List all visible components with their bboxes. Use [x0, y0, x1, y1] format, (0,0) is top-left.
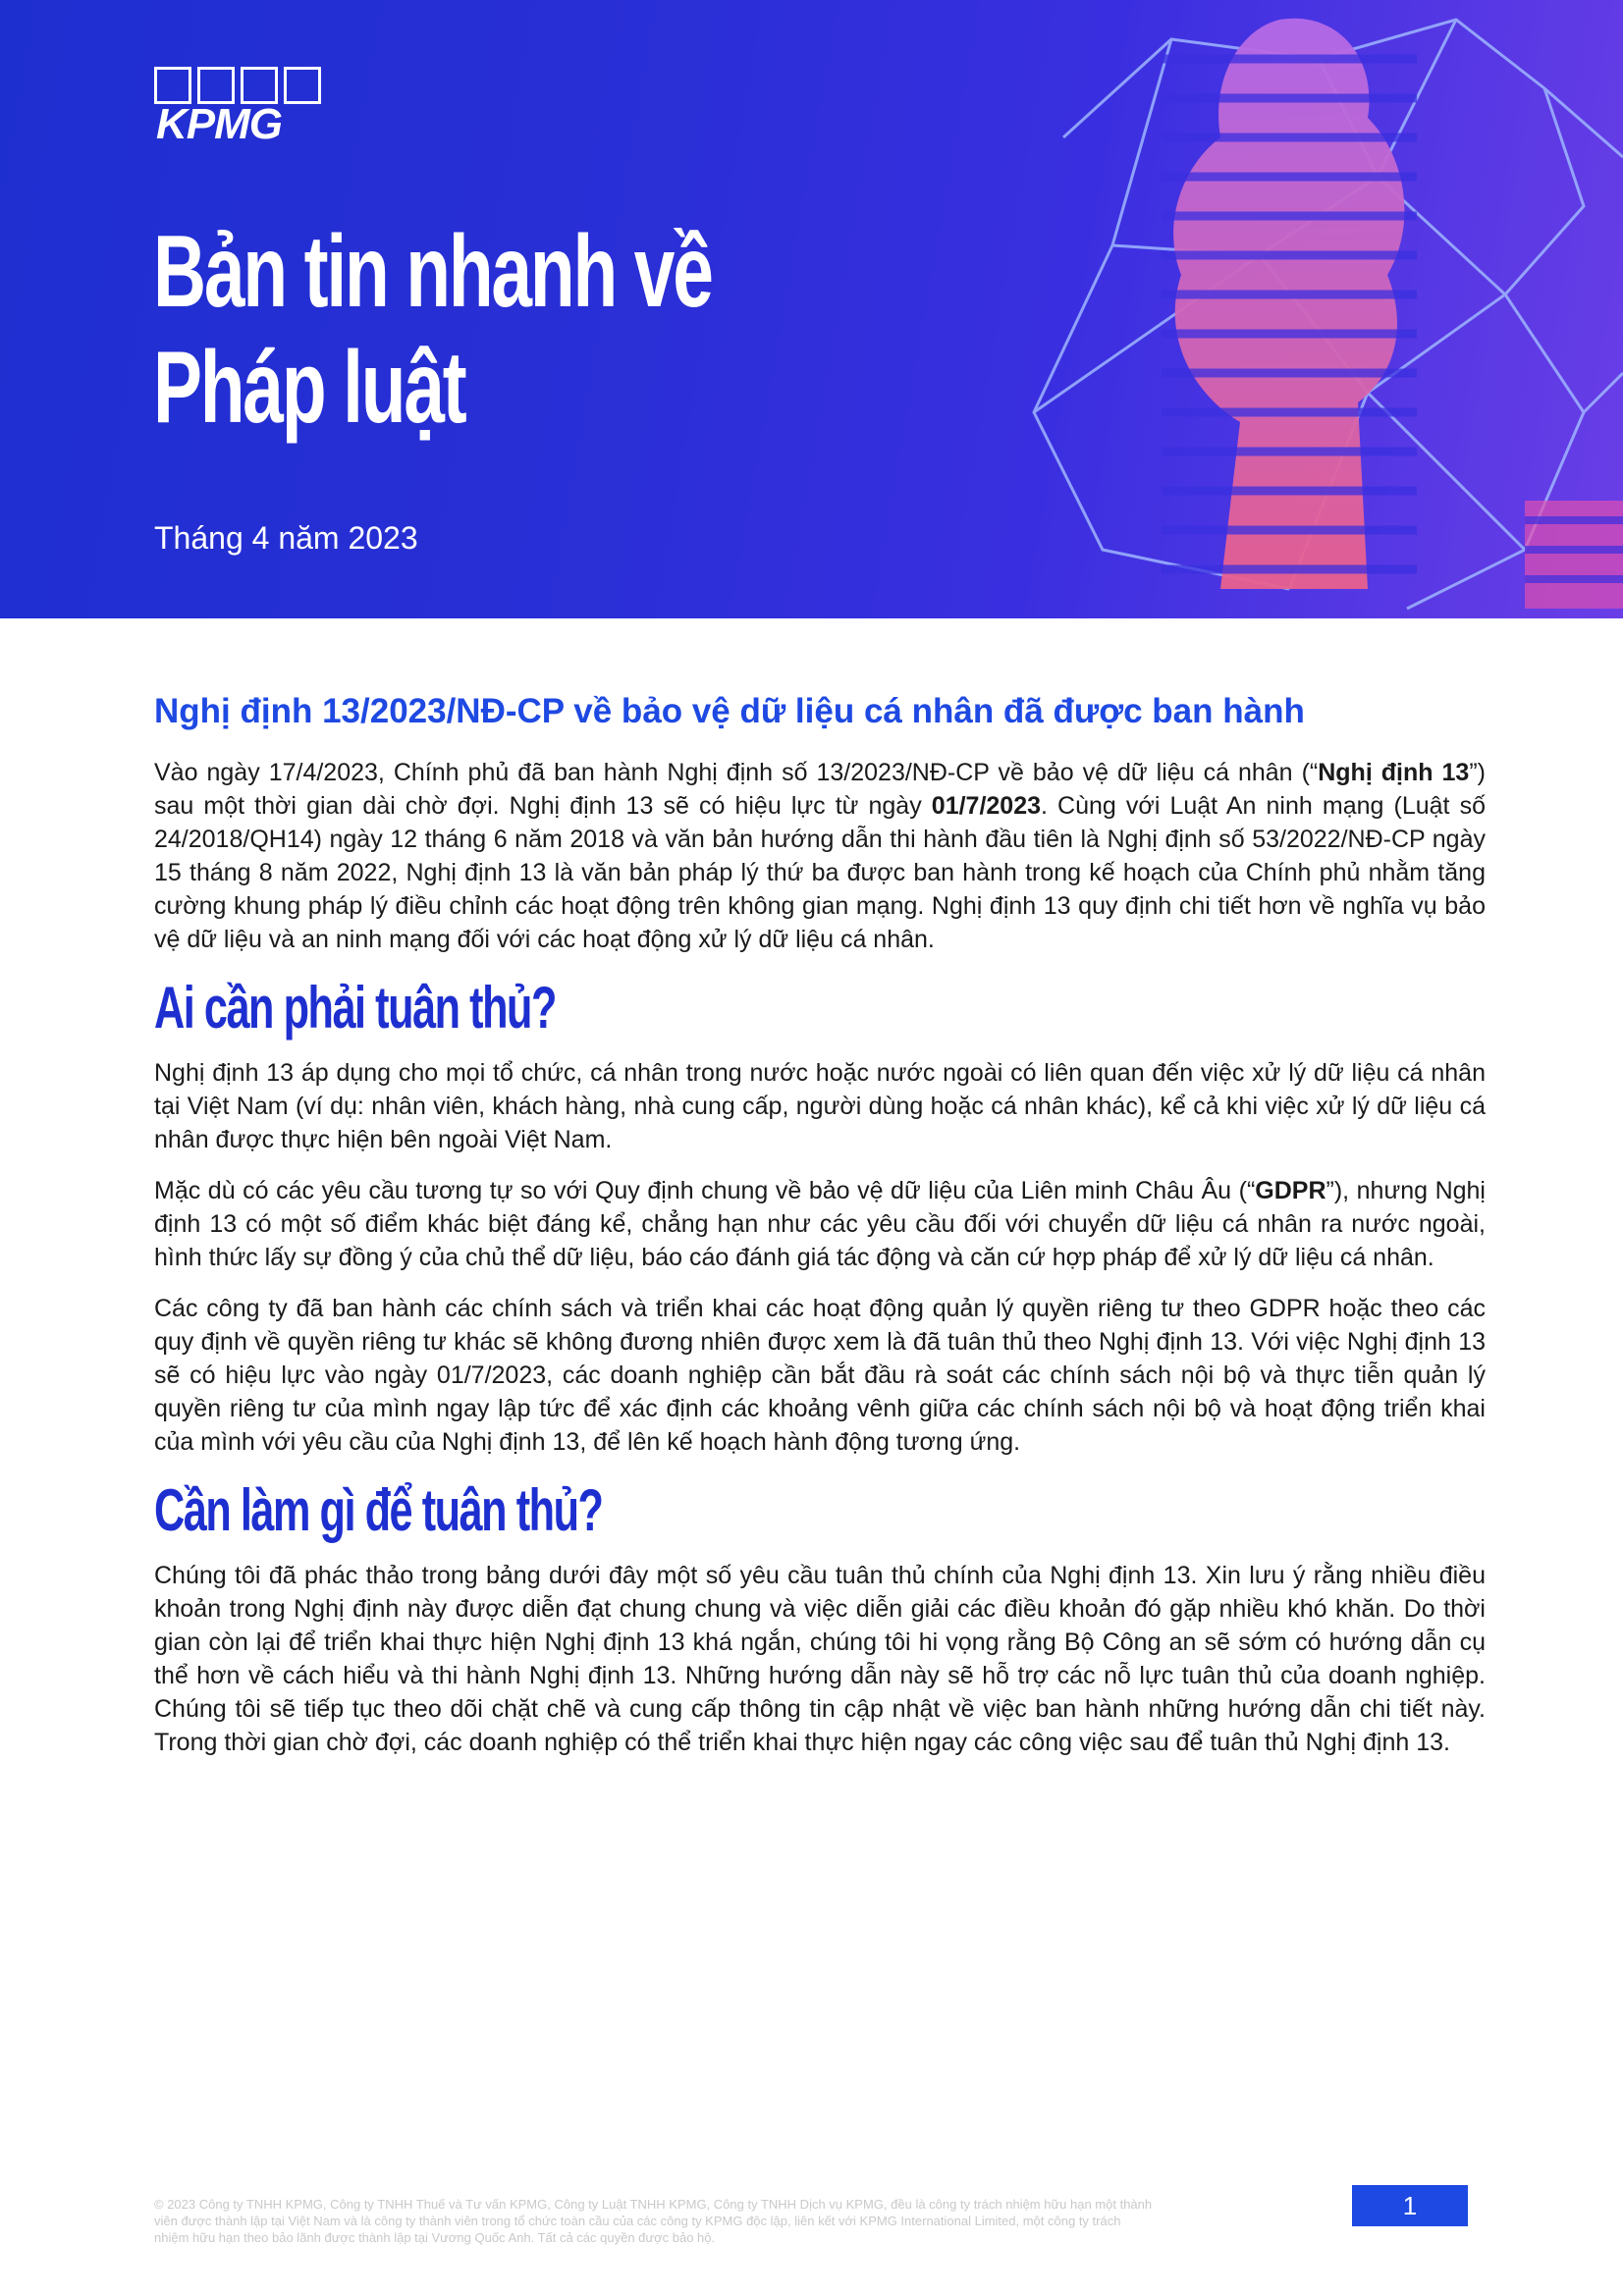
- article-headline: Nghị định 13/2023/NĐ-CP về bảo vệ dữ liệu cá nhân đã được ban hành: [154, 692, 1305, 730]
- logo-wordmark: KPMG: [156, 100, 282, 148]
- s1p2-bold: GDPR: [1255, 1177, 1326, 1204]
- s1p2-text-2: ”), nhưng Nghị định 13 có một số điểm khác biệt đáng kể, chẳng hạn như các yêu cầu đối với chuyển dữ liệu cá nhân ra nước ngoài, hình thức lấy sự đồng ý của chủ thể dữ liệu, báo cáo đánh giá tác động và căn cứ hợp pháp để xử lý dữ liệu cá nhân.: [154, 1177, 1486, 1271]
- intro-bold-1: Nghị định 13: [1318, 759, 1470, 786]
- page-number: 1: [1352, 2185, 1468, 2226]
- intro-text-3: . Cùng với Luật An ninh mạng (Luật số 24/2018/QH14) ngày 12 tháng 6 năm 2018 và văn bản hướng dẫn thi hành đầu tiên là Nghị định số 53/2022/NĐ-CP ngày 15 tháng 8 năm 2022, Nghị định 13 là văn bản pháp lý thứ ba được ban hành trong kế hoạch của Chính phủ nhằm tăng cường khung pháp lý điều chỉnh các hoạt động trên không gian mạng. Nghị định 13 quy định chi tiết hơn về nghĩa vụ bảo vệ dữ liệu và an ninh mạng đối với các hoạt động xử lý dữ liệu cá nhân.: [154, 792, 1486, 953]
- bust-illustration: [995, 0, 1623, 618]
- page-title: [153, 214, 789, 446]
- footer-copyright: © 2023 Công ty TNHH KPMG, Công ty TNHH Thuế và Tư vấn KPMG, Công ty Luật TNHH KPMG, Công ty TNHH Dịch vụ KPMG, đều là công ty trách nhiệm hữu hạn một thành viên được thành lập tại Việt Nam và là công ty thành viên trong tổ chức toàn cầu của các công ty KPMG độc lập, liên kết với KPMG International Limited, một công ty trách nhiệm hữu hạn theo bảo lãnh được thành lập tại Vương Quốc Anh. Tất cả các quyền được bảo hộ.: [154, 2197, 1153, 2245]
- kpmg-logo: [154, 67, 323, 148]
- logo-boxes: [154, 67, 321, 104]
- hero-banner: [0, 0, 1623, 618]
- title-line-1: Bản tin nhanh về: [153, 215, 712, 329]
- issue-date: Tháng 4 năm 2023: [154, 520, 418, 556]
- intro-paragraph: [154, 756, 1486, 956]
- intro-text-1: Vào ngày 17/4/2023, Chính phủ đã ban hành Nghị định số 13/2023/NĐ-CP về bảo vệ dữ liệu cá nhân (“: [154, 759, 1319, 786]
- title-line-2: Pháp luật: [153, 331, 465, 445]
- section1-paragraph-1: Nghị định 13 áp dụng cho mọi tổ chức, cá nhân trong nước hoặc nước ngoài có liên quan đến việc xử lý dữ liệu cá nhân tại Việt Nam (ví dụ: nhân viên, khách hàng, nhà cung cấp, người dùng hoặc cá nhân khác), kể cả khi việc xử lý dữ liệu cá nhân được thực hiện bên ngoài Việt Nam.: [154, 1059, 1486, 1153]
- section2-paragraph-1: Chúng tôi đã phác thảo trong bảng dưới đây một số yêu cầu tuân thủ chính của Nghị định 13. Xin lưu ý rằng nhiều điều khoản trong Nghị định này được diễn đạt chung chung và việc diễn giải các điều khoản đó gặp nhiều khó khăn. Do thời gian còn lại để triển khai thực hiện Nghị định 13 khá ngắn, chúng tôi hi vọng rằng Bộ Công an sẽ sớm có hướng dẫn cụ thể hơn về cách hiểu và thi hành Nghị định 13. Những hướng dẫn này sẽ hỗ trợ các nỗ lực tuân thủ của doanh nghiệp. Chúng tôi sẽ tiếp tục theo dõi chặt chẽ và cung cấp thông tin cập nhật về việc ban hành những hướng dẫn chi tiết này. Trong thời gian chờ đợi, các doanh nghiệp có thể triển khai thực hiện ngay các công việc sau để tuân thủ Nghị định 13.: [154, 1562, 1486, 1756]
- intro-bold-2: 01/7/2023: [931, 792, 1042, 820]
- intro-text-2: ”) sau một thời gian dài chờ đợi. Nghị định 13 sẽ có hiệu lực từ ngày: [154, 759, 1486, 820]
- section1-paragraph-2: [154, 1174, 1486, 1274]
- section-heading-what: Cần làm gì để tuân thủ?: [154, 1477, 603, 1543]
- section1-paragraph-3: Các công ty đã ban hành các chính sách và triển khai các hoạt động quản lý quyền riêng tư theo GDPR hoặc theo các quy định về quyền riêng tư khác sẽ không đương nhiên được xem là đã tuân thủ theo Nghị định 13. Với việc Nghị định 13 sẽ có hiệu lực vào ngày 01/7/2023, các doanh nghiệp cần bắt đầu rà soát các chính sách nội bộ và thực tiễn quản lý quyền riêng tư của mình ngay lập tức để xác định các khoảng vênh giữa các chính sách nội bộ và hoạt động triển khai của mình với yêu cầu của Nghị định 13, để lên kế hoạch hành động tương ứng.: [154, 1295, 1486, 1456]
- section-heading-who: Ai cần phải tuân thủ?: [154, 975, 556, 1041]
- s1p2-text-1: Mặc dù có các yêu cầu tương tự so với Quy định chung về bảo vệ dữ liệu của Liên minh Châu Âu (“: [154, 1177, 1256, 1204]
- article-body: [154, 687, 1486, 1777]
